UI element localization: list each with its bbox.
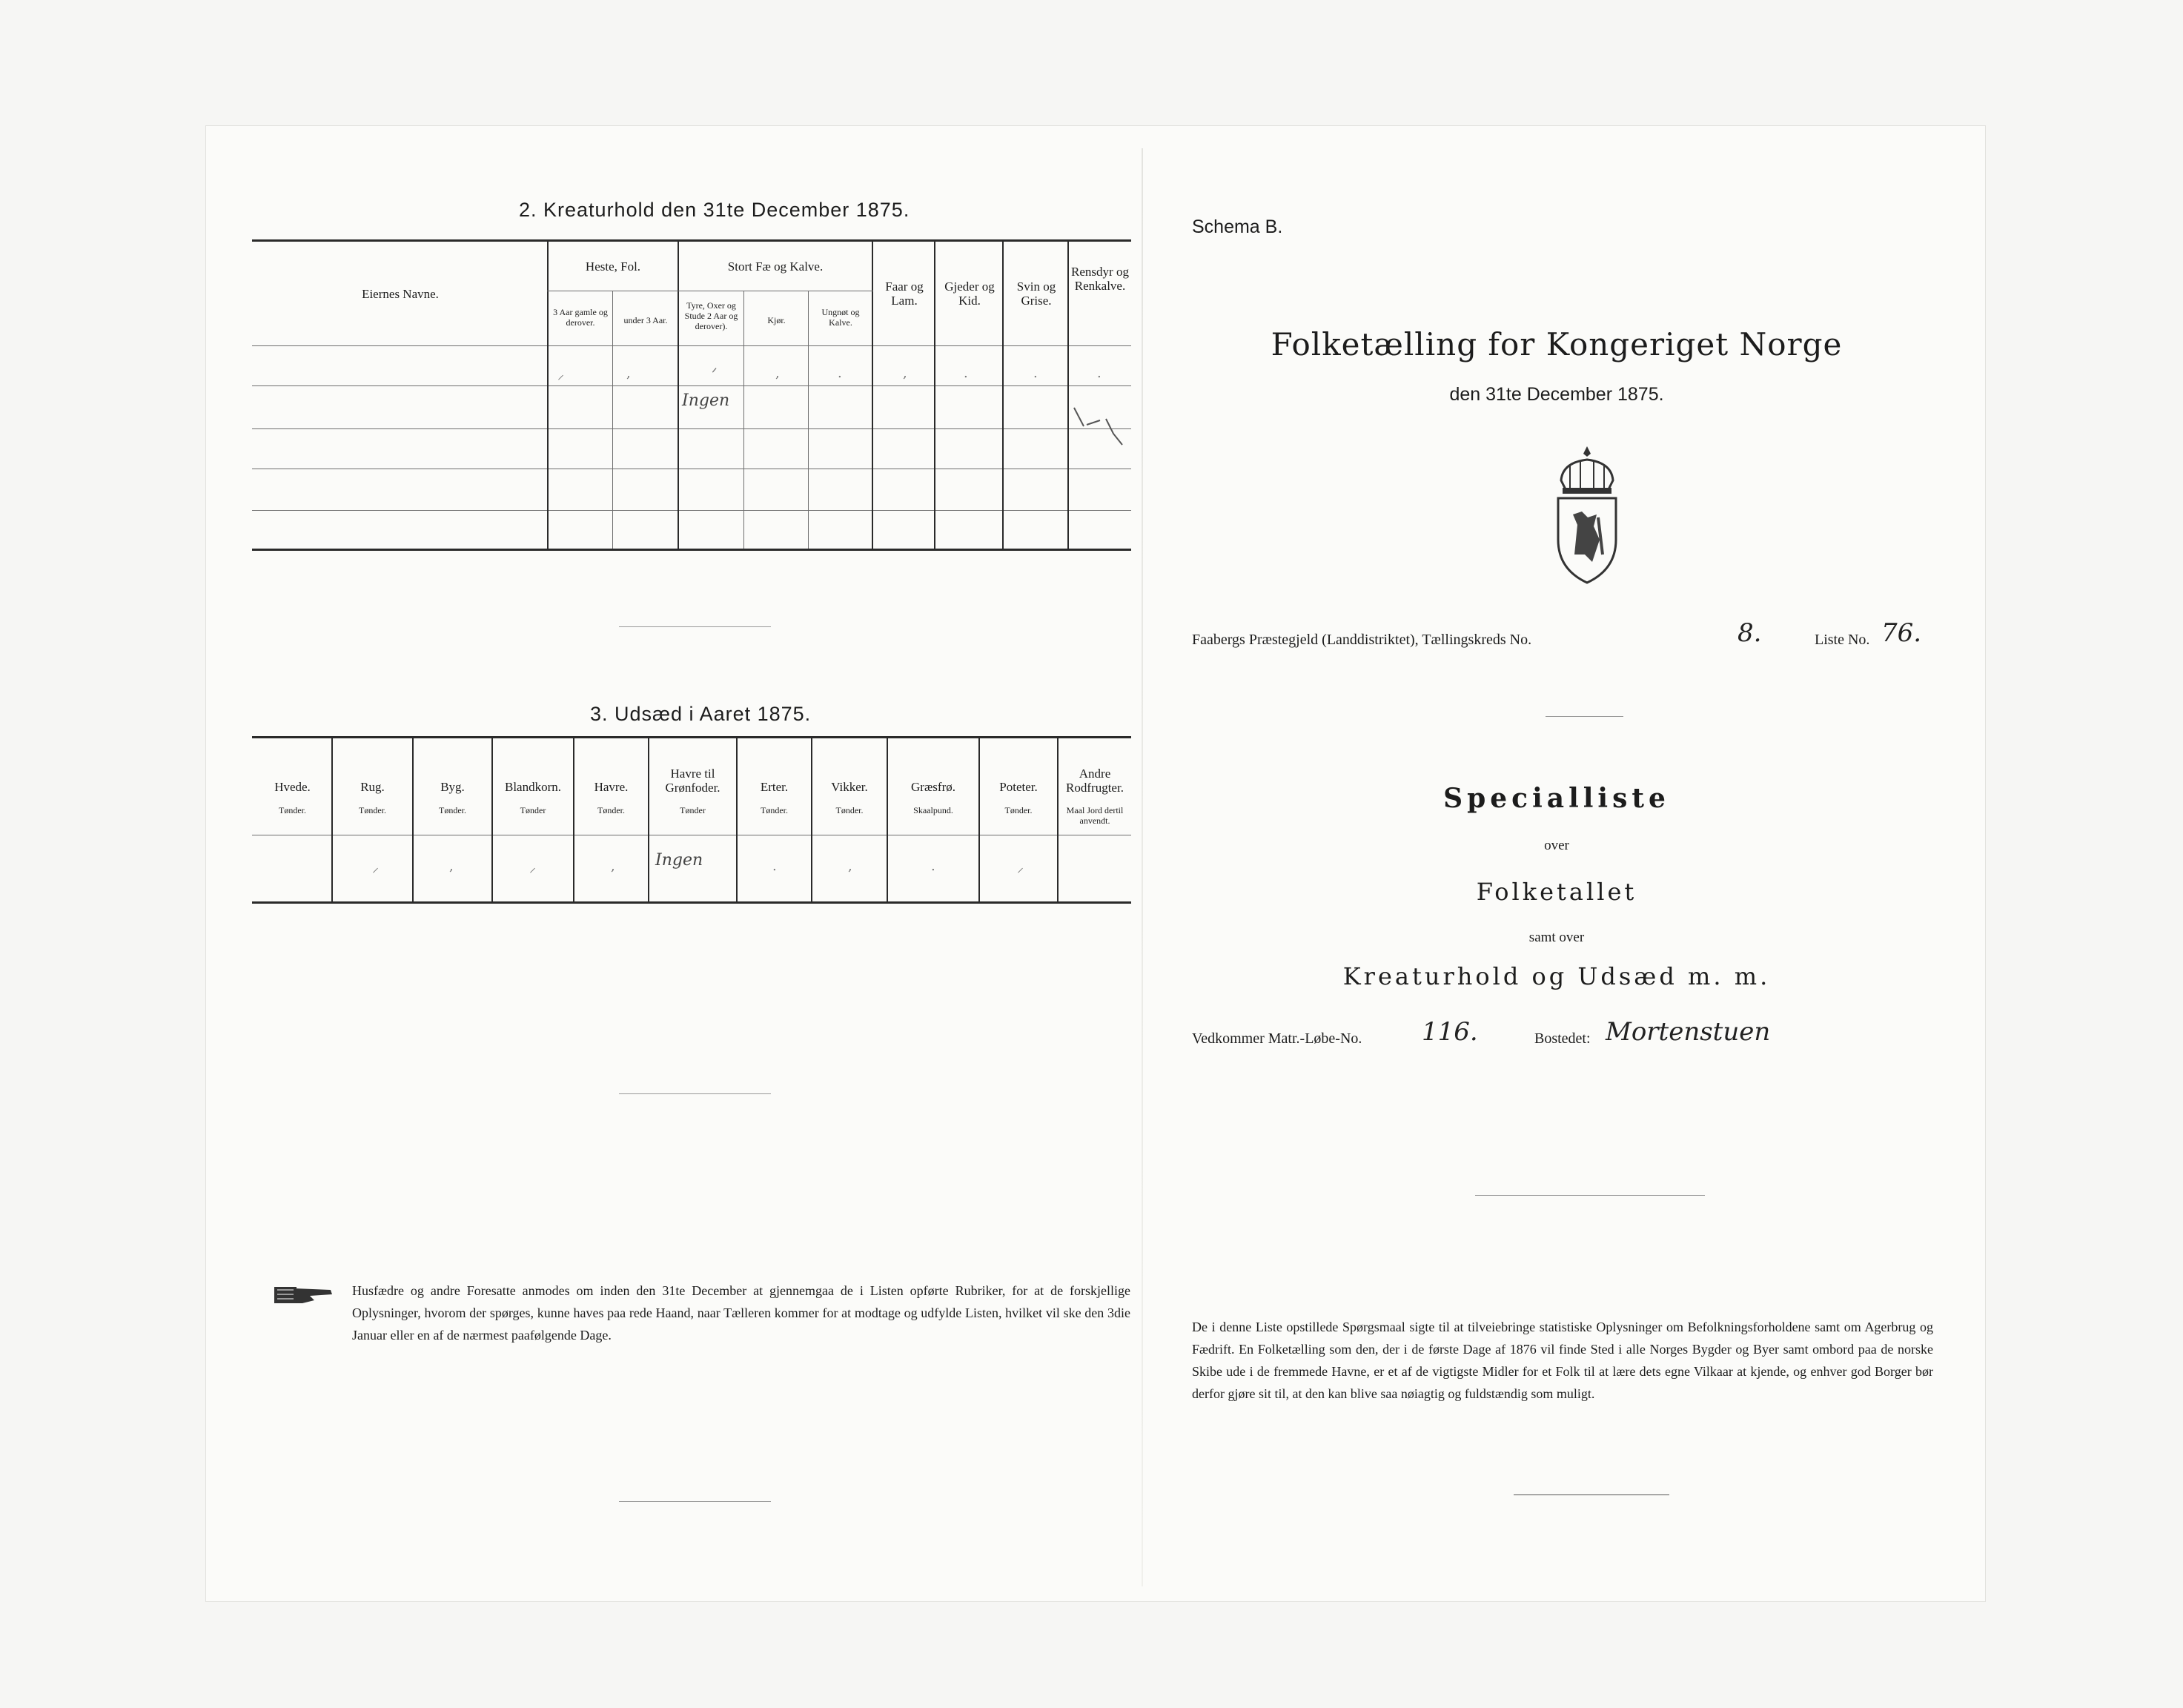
table3-col-rule xyxy=(491,738,493,902)
table3-col-rule xyxy=(412,738,414,902)
col-rug-unit: Tønder. xyxy=(359,805,386,815)
table2-mark: ⸝ xyxy=(557,367,564,383)
table3-title: 3. Udsæd i Aaret 1875. xyxy=(590,703,812,725)
table2-row-rule xyxy=(252,510,1131,511)
section-divider xyxy=(1475,1195,1705,1196)
col-poteter: Poteter. xyxy=(999,780,1038,794)
table2-mark: . xyxy=(964,365,968,381)
table2-row-rule xyxy=(252,428,1131,429)
ungnot-header: Ungnøt og Kalve. xyxy=(821,307,860,328)
col-vikker-unit: Tønder. xyxy=(835,805,864,815)
svin-header: Svin og Grise. xyxy=(1016,279,1056,308)
bosted-value: Mortenstuen xyxy=(1606,1017,1771,1047)
table3-col-rule xyxy=(736,738,738,902)
table3-mark: ⸝ xyxy=(372,860,379,875)
table2-col-rule xyxy=(934,241,935,549)
tyre-header: Tyre, Oxer og Stude 2 Aar og derover). xyxy=(684,300,738,331)
section-divider xyxy=(619,1093,771,1094)
table2-mark: . xyxy=(838,365,842,381)
col-blandkorn-unit: Tønder xyxy=(520,805,546,815)
col-rug: Rug. xyxy=(360,780,385,794)
section-divider xyxy=(619,1501,771,1502)
liste-number: 76. xyxy=(1881,618,1922,648)
table2-subcol-rule xyxy=(808,291,809,549)
table3-bottom-rule xyxy=(252,901,1131,904)
heste-under3-header: under 3 Aar. xyxy=(623,315,668,325)
bosted-label: Bostedet: xyxy=(1534,1030,1591,1047)
page-fold xyxy=(1142,148,1143,1586)
gjeder-header: Gjeder og Kid. xyxy=(944,279,995,308)
table2-subcol-rule xyxy=(612,291,613,549)
table2-title: 2. Kreaturhold den 31te December 1875. xyxy=(519,199,910,221)
table2-row-rule xyxy=(252,385,1131,386)
heste-header: Heste, Fol. xyxy=(585,259,641,274)
specialliste-heading: Specialliste xyxy=(1443,783,1670,814)
table3-mark: . xyxy=(931,858,935,874)
table3-col-rule xyxy=(978,738,980,902)
table3-mark: , xyxy=(449,858,454,874)
table3-col-rule xyxy=(887,738,888,902)
col-vikker: Vikker. xyxy=(831,780,868,794)
table3-col-rule xyxy=(648,738,649,902)
table3-col-rule xyxy=(573,738,574,902)
col-byg: Byg. xyxy=(440,780,465,794)
samt-over-text: samt over xyxy=(1528,930,1585,945)
table2-mark: , xyxy=(626,365,631,381)
col-erter-unit: Tønder. xyxy=(761,805,788,815)
col-havre-gronfoder-unit: Tønder xyxy=(680,805,706,815)
faar-header: Faar og Lam. xyxy=(885,279,924,308)
table3-handwritten-entry: Ingen xyxy=(655,851,703,870)
coat-of-arms-icon xyxy=(1548,443,1626,586)
section-divider xyxy=(619,626,771,627)
col-poteter-unit: Tønder. xyxy=(1004,805,1033,815)
col-graesfro-unit: Skaalpund. xyxy=(913,805,953,815)
table3-mark: . xyxy=(772,858,777,874)
table2-mark: . xyxy=(1097,365,1102,381)
pointing-hand-icon xyxy=(273,1281,336,1308)
col-hvede-unit: Tønder. xyxy=(279,805,306,815)
kreaturhold-heading: Kreaturhold og Udsæd m. m. xyxy=(1342,962,1771,990)
col-havre: Havre. xyxy=(594,780,629,794)
district-label: Faabergs Præstegjeld (Landdistriktet), Tællingskreds No. xyxy=(1192,632,1532,648)
col-andre-rodfrugter: Andre Rodfrugter. xyxy=(1066,767,1124,795)
rensdyr-header: Rensdyr og Renkalve. xyxy=(1071,265,1129,293)
footer-paragraph: De i denne Liste opstillede Spørgsmaal sigte til at tilveiebringe statistiske Oplysninger om Befolkningsforholdene samt om Agerbrug og Fædrift. En Folketælling som den, der i de første Dage af 1876 vil finde Sted i alle Norges Bygder og Byer samt ombord paa de norske Skibe ude i de fremmede Havne, er et af de vigtigste Midler for et Folk til at lære dets egne Vilkaar at kjende, og enhver god Borger bør derfor gjøre sit til, at den kan blive saa nøiagtig og fuldstændig som muligt. xyxy=(1192,1320,1933,1401)
table2-top-rule xyxy=(252,239,1131,242)
matr-number: 116. xyxy=(1422,1017,1478,1047)
col-graesfro: Græsfrø. xyxy=(911,780,955,794)
table3-mark: ⸝ xyxy=(1017,860,1024,875)
section-divider xyxy=(1514,1494,1669,1495)
table2-scribble xyxy=(1070,404,1130,456)
col-hvede: Hvede. xyxy=(274,780,311,794)
folketallet-heading: Folketallet xyxy=(1476,878,1637,906)
schema-label: Schema B. xyxy=(1192,216,1283,237)
table3-top-rule xyxy=(252,736,1131,738)
notice-paragraph: Husfædre og andre Foresatte anmodes om inden den 31te December at gjennemgaa de i Listen opførte Rubriker, for at de forskjellige Oplysninger, hvorom der spørges, kunne haves paa rede Haand, naar Tælleren kommer for at modtage og udfylde Listen, hvilket vil ske den 3die Januar eller en af de nærmest paafølgende Dage. xyxy=(352,1283,1130,1343)
table3-mark: , xyxy=(848,858,852,874)
col-blandkorn: Blandkorn. xyxy=(504,780,562,794)
table2-mark: , xyxy=(903,365,907,381)
district-number: 8. xyxy=(1738,618,1762,648)
col-havre-gronfoder: Havre til Grønfoder. xyxy=(665,767,721,795)
matr-label: Vedkommer Matr.-Løbe-No. xyxy=(1192,1030,1362,1047)
table2-col-rule xyxy=(678,241,679,549)
table3-col-rule xyxy=(331,738,333,902)
col-erter: Erter. xyxy=(760,780,789,794)
table3-mark: , xyxy=(611,858,615,874)
col-andre-rodfrugter-unit: Maal Jord dertil anvendt. xyxy=(1066,805,1124,826)
table2-subcol-rule xyxy=(743,291,744,549)
heste-3aar-header: 3 Aar gamle og derover. xyxy=(553,307,608,328)
table3-mark: ⸝ xyxy=(529,860,536,875)
section-divider xyxy=(1546,716,1623,717)
kjor-header: Kjør. xyxy=(767,315,786,325)
stort-fae-header: Stort Fæ og Kalve. xyxy=(727,259,824,274)
col-byg-unit: Tønder. xyxy=(439,805,466,815)
table2-col-rule xyxy=(872,241,873,549)
over-text: over xyxy=(1544,838,1569,853)
main-title: Folketælling for Kongeriget Norge xyxy=(1271,326,1843,363)
table2-col-rule xyxy=(1002,241,1004,549)
table2-col-rule xyxy=(547,241,549,549)
table2-bottom-rule xyxy=(252,549,1131,551)
table3-col-rule xyxy=(811,738,812,902)
liste-label: Liste No. xyxy=(1815,632,1870,648)
table2-mark: , xyxy=(775,365,780,381)
table2-mark: ᐟ xyxy=(712,365,718,381)
table2-mark: . xyxy=(1033,365,1038,381)
table2-header-rule xyxy=(252,345,1131,346)
owner-names-header: Eiernes Navne. xyxy=(362,287,439,301)
table2-handwritten-entry: Ingen xyxy=(682,391,730,410)
census-date: den 31te December 1875. xyxy=(1449,384,1664,405)
col-havre-unit: Tønder. xyxy=(597,805,625,815)
